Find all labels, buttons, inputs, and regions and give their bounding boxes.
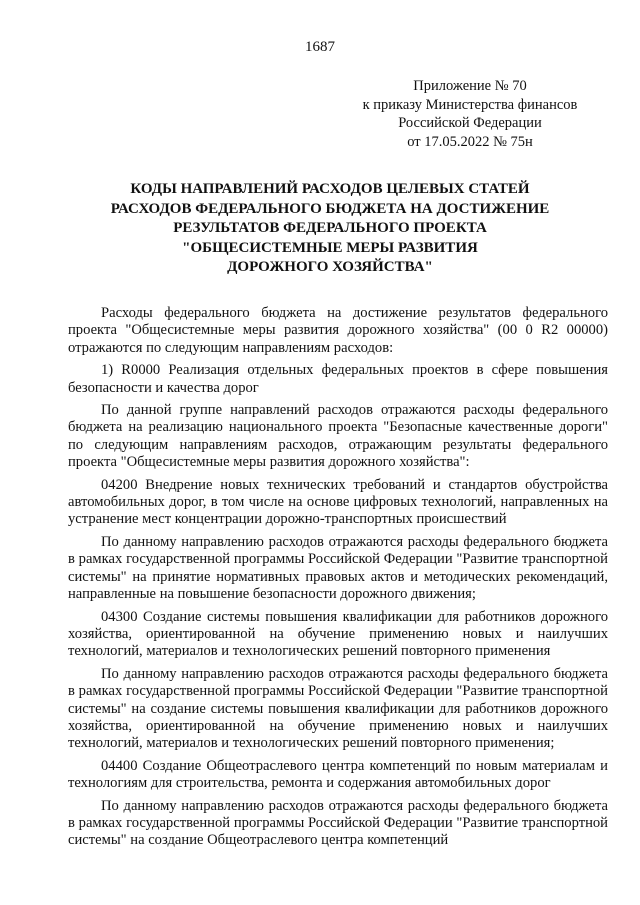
body-paragraph: По данному направлению расходов отражаются расходы федерального бюджета в рамках государственной программы Российской Федерации "Развитие транспортной системы" на создание системы повышения квалификации для работников дорожного хозяйства, ориентированной на обучение применению новых и наилучших технологий, материалов и технологических решений повторного применения; [68, 665, 608, 752]
title-line: "ОБЩЕСИСТЕМНЫЕ МЕРЫ РАЗВИТИЯ [182, 239, 478, 256]
title-line: РЕЗУЛЬТАТОВ ФЕДЕРАЛЬНОГО ПРОЕКТА [173, 220, 487, 236]
document-body [68, 305, 608, 855]
appendix-line: к приказу Министерства финансов [362, 96, 578, 113]
appendix-block [330, 77, 610, 151]
appendix-line: от 17.05.2022 № 75н [407, 133, 533, 150]
body-paragraph: По данной группе направлений расходов отражаются расходы федерального бюджета на реализацию национального проекта "Безопасные качественные дороги" по следующим направлениям расходов, отражающим результаты федерального проекта "Общесистемные меры развития дорожного хозяйства": [68, 402, 608, 471]
title-line: РАСХОДОВ ФЕДЕРАЛЬНОГО БЮДЖЕТА НА ДОСТИЖЕНИЕ [110, 200, 550, 217]
body-paragraph: 1) R0000 Реализация отдельных федеральных проектов в сфере повышения безопасности и качества дорог [68, 362, 608, 396]
appendix-line: Российской Федерации [398, 115, 542, 131]
title-line: КОДЫ НАПРАВЛЕНИЙ РАСХОДОВ ЦЕЛЕВЫХ СТАТЕЙ [130, 181, 530, 197]
title-line: ДОРОЖНОГО ХОЗЯЙСТВА" [227, 259, 433, 275]
document-title [60, 180, 600, 278]
body-paragraph: 04400 Создание Общеотраслевого центра компетенций по новым материалам и технологиям для строительства, ремонта и содержания автомобильных дорог [68, 757, 608, 792]
body-paragraph: Расходы федерального бюджета на достижение результатов федерального проекта "Общесистемные меры развития дорожного хозяйства" (00 0 R2 00000) отражаются по следующим направлениям расходов: [68, 305, 608, 356]
body-paragraph: По данному направлению расходов отражаются расходы федерального бюджета в рамках государственной программы Российской Федерации "Развитие транспортной системы" на создание Общеотраслевого центра компетенций [68, 797, 608, 849]
appendix-line: Приложение № 70 [413, 78, 527, 94]
page-number: 1687 [305, 39, 335, 55]
body-paragraph: По данному направлению расходов отражаются расходы федерального бюджета в рамках государственной программы Российской Федерации "Развитие транспортной системы" на принятие нормативных правовых актов и методических рекомендаций, направленные на повышение безопасности дорожного движения; [68, 533, 608, 603]
body-paragraph: 04300 Создание системы повышения квалификации для работников дорожного хозяйства, ориентированной на обучение применению новых и наилучших технологий, материалов и технологических решений повторного применения [68, 608, 608, 660]
body-paragraph: 04200 Внедрение новых технических требований и стандартов обустройства автомобильных дорог, в том числе на основе цифровых технологий, направленных на устранение мест концентрации дорожно-транспортных происшествий [68, 476, 608, 528]
